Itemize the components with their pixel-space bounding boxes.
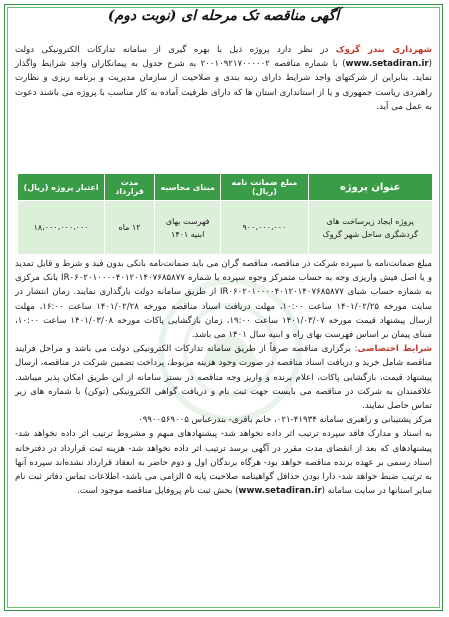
special-conditions-text: : برگزاری مناقصه صرفاً از طریق سامانه تدارکات الکترونیکی دولت می باشد و مراحل فرایند مناقصه شامل خرید و دریافت اسناد مناقصه در صورت وجود هزینه مربوط، پرداخت تضمین شرکت در مناقصه، ارسال پیشنهاد قیمت، بازگشایی پاکات، اعلام برنده و واریز وجه مناقصه در بستر سامانه از این طریق امکان پذیر میباشد. علاقمندان به شرکت در مناقصه می بایست جهت ثبت نام و دریافت گواهی الکترونیکی (توکن) با شماره های زیر تماس حاصل نمایند. xyxy=(15,344,432,412)
cell-guarantee-amount: ۹۰۰،۰۰۰،۰۰۰ xyxy=(221,201,308,255)
intro-text-a: در نظر دارد پروژه ذیل با بهره گیری از سامانه تدارکات الکترونیکی دولت ( xyxy=(15,45,432,70)
rules-text: به اسناد و مدارک فاقد سپرده ترتیب اثر داده نخواهد شد- پیشنهادهای مبهم و مشروط ترتیب اثر داده نخواهد شد- پیشنهادهای که بعد از انقضای مدت مقرر در آگهی برسد ترتیب اثر داده نخواهد شد- هزینه ثبت قرارداد در دفترخانه اسناد رسمی بر عهده برنده مناقصه خواهد بود- هرگاه برندگان اول و دوم حاضر به انعقاد قرارداد نشده‌اند سپرده آنها به ترتیب ضبط خواهد شد- دارا بودن حداقل گواهینامه صلاحیت پایه ۵ الزامی می باشد- اطلاعات تماس دفاتر ثبت نام سایر استانها در سایت سامانه ( xyxy=(15,429,432,497)
cell-calculation-basis: فهرست بهای ابنیه ۱۴۰۱ xyxy=(154,201,220,255)
table-row xyxy=(18,201,433,255)
header-contract-duration: مدت قرارداد xyxy=(105,174,155,201)
setad-link[interactable]: www.setadiran.ir xyxy=(345,59,429,70)
notice-frame xyxy=(4,4,443,611)
support-contact-paragraph: مرکز پشتیبانی و راهبری سامانه ۴۱۹۳۴-۰۲۱، خانم باقری- بندرعباس ۰۹۹۰۰۵۶۹۰۰۵ xyxy=(138,415,432,426)
setad-link-footer[interactable]: www.setadiran.ir xyxy=(238,486,322,497)
special-conditions-paragraph xyxy=(15,342,432,413)
intro-paragraph xyxy=(15,43,432,114)
rules-text-end: ) بخش ثبت نام پروفایل مناقصه موجود است. xyxy=(77,486,239,497)
cell-project-title: پروژه ایجاد زیرساخت های گردشگری ساحل شهر گرو‌ک xyxy=(308,201,433,255)
rules-paragraph xyxy=(15,427,432,498)
cell-contract-duration: ۱۲ ماه xyxy=(105,201,155,255)
organization-name: شهرداری بندر گرو‌ک xyxy=(335,45,432,55)
table-header-row xyxy=(18,174,433,201)
notice-title: آگهی مناقصه تک مرحله ای (نوبت دوم) xyxy=(107,8,340,24)
project-table xyxy=(17,173,433,255)
cell-project-budget: ۱۸،۰۰۰،۰۰۰،۰۰۰ xyxy=(18,201,105,255)
header-project-title: عنوان پروژه xyxy=(308,174,433,201)
conditions-section xyxy=(15,257,432,498)
header-calculation-basis: مبنای محاسبه xyxy=(154,174,220,201)
intro-text-b: ) با شماره مناقصه ۲۰۰۱۰۹۲۱۷۰۰۰۰۰۲ به شرح جدول به پیمانکاران واجد شرایط واگذار نماید. بنابراین از شرکتهای واجد شرایط دارای رتبه بندی و صلاحیت از سازمان مدیریت و برنامه ریزی و نظارت راهبردی ریاست جمهوری و یا از استانداری استان ها که دارای ظرفیت آماده به کار مناسب با پروژه می باشند دعوت به عمل می آید. xyxy=(15,59,432,112)
special-conditions-label: شرایط اختصاصی xyxy=(357,344,432,355)
header-guarantee-amount: مبلغ ضمانت نامه (ریال) xyxy=(221,174,308,201)
header-project-budget: اعتبار پروژه (ریال) xyxy=(18,174,105,201)
guarantee-paragraph: مبلغ ضمانت‌نامه یا سپرده شرکت در مناقصه، مناقصه گران می باید ضمانت‌نامه بانکی بدون قید و شرط و قابل تمدید و یا اصل فیش واریزی وجه به حساب متمرکز وجوه سپرده با شماره IR۰۶۰۲۰۱۰۰۰۰۴۰۱۲۰۱۴۰۷۶۸۵۸۷۷ بانک مرکزی به شماره حساب شبای IR۰۶۰۲۰۱۰۰۰۰۴۰۱۲۰۱۴۰۷۶۸۵۸۷۷ از طریق سامانه دولت بارگذاری نمایند. زمان انتشار در سایت مورخه ۱۴۰۱/۰۲/۲۵ ساعت ۱۰:۰۰، مهلت دریافت اسناد مناقصه مورخه ۱۴۰۱/۰۲/۲۸ ساعت ۱۶:۰۰، مهلت ارسال پیشنهاد قیمت مورخه ۱۴۰۱/۰۳/۰۷ ساعت ۱۹:۰۰، زمان بازگشایی پاکات مورخه ۱۴۰۱/۰۳/۰۸ ساعت ۱۰:۰۰، مبنای پیمان بر اساس فهرست بهای راه و ابنیه سال ۱۴۰۱ می باشد. xyxy=(15,259,433,341)
